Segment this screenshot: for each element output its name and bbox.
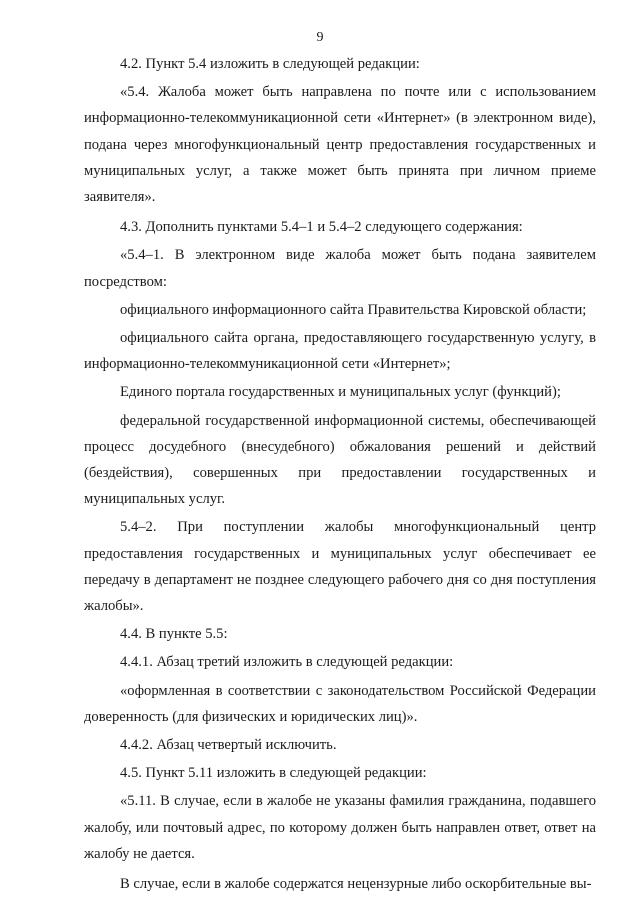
paragraph-5-4-text: «5.4. Жалоба может быть направлена по почте или с использованием информационно-телекоммуникационной сети «Интернет» (в электронном виде), подана через многофункциональный центр предоставления государственных и муниципальных услуг, а также может быть принята при личном приеме заявителя». [84,84,596,206]
paragraph-power-of-attorney: «оформленная в соответствии с законодательством Российской Федерации доверенность (для физических и юридических лиц)». [84,682,596,725]
page-number: 9 [316,30,324,45]
paragraph-4-4-1: 4.4.1. Абзац третий изложить в следующей редакции: [120,654,454,671]
paragraph-obscene-content: В случае, если в жалобе содержатся нецензурные либо оскорбительные вы- [120,876,592,893]
document-body [84,51,596,897]
paragraph-agency-site: официального сайта органа, предоставляющего государственную услугу, в информационно-телекоммуникационной сети «Интернет»; [84,330,596,373]
paragraph-4-4-2: 4.4.2. Абзац четвертый исключить. [120,737,337,754]
paragraph-5-11: «5.11. В случае, если в жалобе не указаны фамилия гражданина, подавшего жалобу, или почтовый адрес, по которому должен быть направлен ответ, ответ на жалобу не дается. [84,793,596,862]
paragraph-5-4-1: «5.4–1. В электронном виде жалоба может быть подана заявителем посредством: [84,247,596,290]
paragraph-4-5: 4.5. Пункт 5.11 изложить в следующей редакции: [120,765,427,782]
paragraph-regional-site: официального информационного сайта Правительства Кировской области; [120,301,587,318]
paragraph-federal-system: федеральной государственной информационной системы, обеспечивающей процесс досудебного (внесудебного) обжалования решений и действий (бездействия), совершенных при предоставлении государственных и муниципальных услуг. [84,412,596,508]
paragraph-5-4-2: 5.4–2. При поступлении жалобы многофункциональный центр предоставления государственных и муниципальных услуг обеспечивает ее передачу в департамент не позднее следующего рабочего дня со дня поступления жалобы». [84,519,596,615]
paragraph-4-2: 4.2. Пункт 5.4 изложить в следующей редакции: [120,56,420,72]
paragraph-unified-portal: Единого портала государственных и муниципальных услуг (функций); [120,384,561,401]
paragraph-4-3: 4.3. Дополнить пунктами 5.4–1 и 5.4–2 следующего содержания: [120,219,523,236]
paragraph-4-4: 4.4. В пункте 5.5: [120,626,228,643]
